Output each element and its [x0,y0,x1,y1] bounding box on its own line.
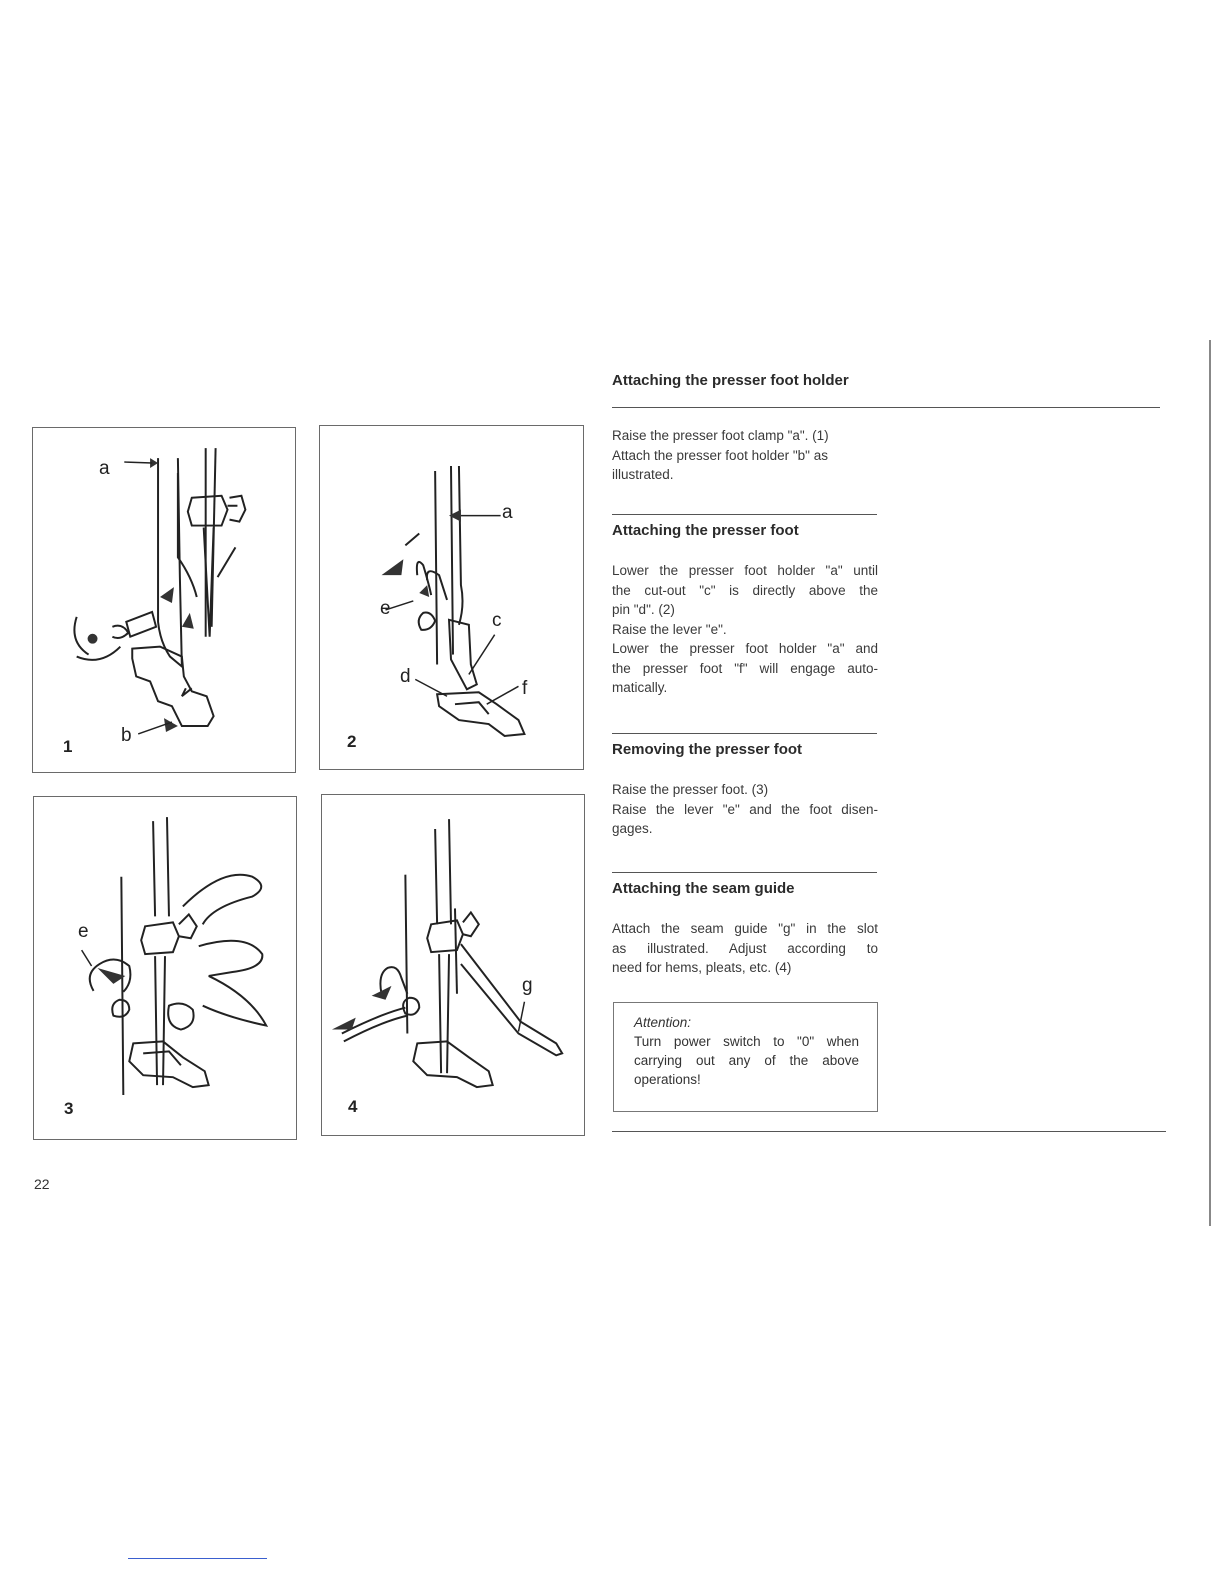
text-line: as illustrated. Adjust according to [612,940,878,956]
text-line: illustrated. [612,467,674,482]
figure-2-label-d: d [400,666,411,687]
figure-4-label-g: g [522,975,533,996]
text-line: pin "d". (2) [612,602,675,617]
section-rule [612,514,877,515]
text-line: need for hems, pleats, etc. (4) [612,960,792,975]
seam-guide-illustration [322,795,584,1135]
figure-1-label-b: b [121,725,132,746]
section-text-seam-guide [612,919,878,978]
text-line: the cut-out "c" is directly above the [612,582,878,598]
remove-presser-foot-illustration [34,797,296,1139]
presser-foot-holder-illustration [33,428,295,772]
attention-line: Turn power switch to "0" when [634,1034,859,1049]
text-line: Raise the presser foot clamp "a". (1) [612,428,829,443]
page-edge-mark [1209,340,1211,1226]
figure-1-number: 1 [63,737,73,756]
text-line: Raise the lever "e". [612,621,727,637]
figure-3-number: 3 [64,1099,74,1118]
section-text-attach-holder [612,426,878,485]
section-heading-attach-holder: Attaching the presser foot holder [612,372,849,389]
attention-box [613,1002,878,1112]
section-heading-seam-guide: Attaching the seam guide [612,880,795,897]
attention-line: carrying out any of the above [634,1053,859,1068]
section-text-attach-foot [612,561,878,698]
section-heading-attach-foot: Attaching the presser foot [612,522,799,539]
text-line: matically. [612,680,668,695]
figure-2-label-c: c [492,610,502,631]
figure-2-number: 2 [347,732,357,751]
figure-2-label-e: e [380,598,391,619]
section-heading-remove-foot: Removing the presser foot [612,741,803,758]
text-line: gages. [612,821,653,836]
figure-1 [32,427,296,773]
attention-line: operations! [634,1072,701,1087]
figure-3 [33,796,297,1140]
footer-line [128,1558,267,1559]
text-line: the presser foot "f" will engage auto- [612,660,878,676]
figure-1-label-a: a [99,458,110,479]
text-line: Raise the lever "e" and the foot disen- [612,801,878,817]
figure-2-label-a: a [502,502,513,523]
section-rule [612,733,877,734]
text-line: Lower the presser foot holder "a" and [612,641,878,656]
text-line: Raise the presser foot. (3) [612,782,769,797]
text-line: Lower the presser foot holder "a" until [612,563,878,578]
text-line: Attach the presser foot holder "b" as [612,447,828,463]
page-number: 22 [34,1176,50,1192]
attach-presser-foot-illustration [320,426,583,769]
attention-title: Attention: [634,1015,692,1030]
figure-3-label-e: e [78,921,89,942]
section-rule [612,407,1160,408]
text-line: Attach the seam guide "g" in the slot [612,921,878,936]
figure-2-label-f: f [522,678,528,699]
section-rule [612,872,877,873]
section-text-remove-foot [612,780,878,839]
figure-4-number: 4 [348,1097,358,1116]
figure-2 [319,425,584,770]
bottom-rule [612,1131,1166,1132]
figure-4 [321,794,585,1136]
